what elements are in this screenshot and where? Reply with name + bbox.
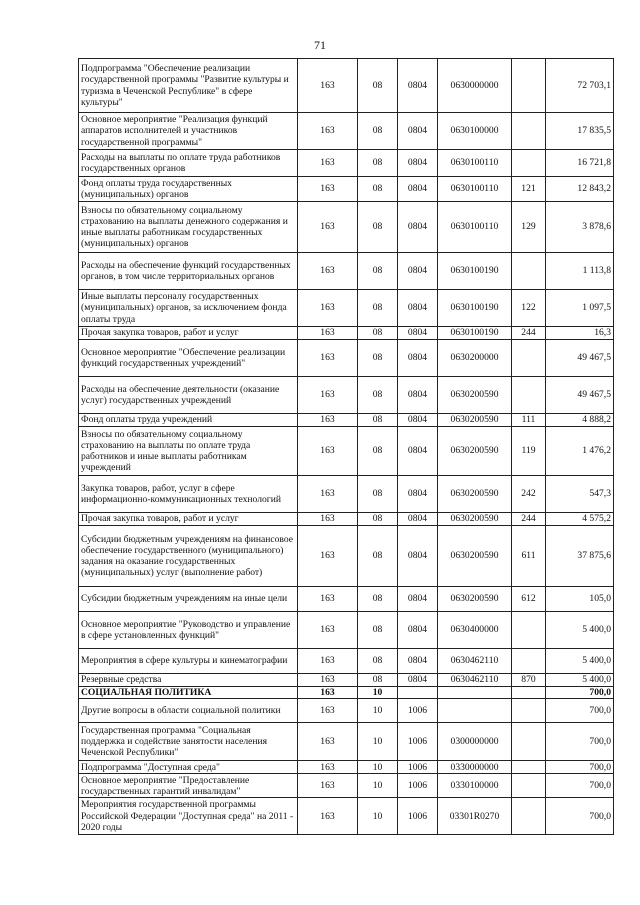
section-code-cell: 08 <box>358 150 398 177</box>
expense-type-cell: 119 <box>512 427 546 476</box>
amount-cell: 16,3 <box>546 327 614 340</box>
expense-type-cell <box>512 253 546 290</box>
expense-type-cell <box>512 774 546 798</box>
target-article-cell: 03301R0270 <box>438 798 512 835</box>
admin-code-cell: 163 <box>298 427 358 476</box>
target-article-cell: 0630100110 <box>438 150 512 177</box>
section-code-cell: 08 <box>358 612 398 649</box>
subsection-code-cell: 0804 <box>398 113 438 150</box>
expense-type-cell: 111 <box>512 414 546 427</box>
admin-code-cell: 163 <box>298 674 358 687</box>
target-article-cell: 0630200590 <box>438 427 512 476</box>
expense-type-cell: 121 <box>512 177 546 202</box>
row-name-cell: Фонд оплаты труда учреждений <box>79 414 298 427</box>
amount-cell: 5 400,0 <box>546 649 614 674</box>
subsection-code-cell: 1006 <box>398 774 438 798</box>
amount-cell: 4 888,2 <box>546 414 614 427</box>
row-name-cell: СОЦИАЛЬНАЯ ПОЛИТИКА <box>79 687 298 699</box>
row-name-cell: Субсидии бюджетным учреждениям на иные цели <box>79 587 298 612</box>
row-name-cell: Подпрограмма "Доступная среда" <box>79 761 298 774</box>
amount-cell: 700,0 <box>546 761 614 774</box>
table-row <box>79 612 614 649</box>
subsection-code-cell: 1006 <box>398 699 438 723</box>
section-code-cell: 10 <box>358 761 398 774</box>
subsection-code-cell: 1006 <box>398 798 438 835</box>
table-row <box>79 59 614 113</box>
section-code-cell: 08 <box>358 253 398 290</box>
section-code-cell: 10 <box>358 723 398 761</box>
amount-cell: 72 703,1 <box>546 59 614 113</box>
table-row <box>79 427 614 476</box>
row-name-cell: Основное мероприятие "Реализация функций аппаратов исполнителей и участников государственной программы" <box>79 113 298 150</box>
target-article-cell: 0630200590 <box>438 513 512 526</box>
target-article-cell: 0300000000 <box>438 723 512 761</box>
target-article-cell: 0630100190 <box>438 290 512 327</box>
row-name-cell: Расходы на выплаты по оплате труда работников государственных органов <box>79 150 298 177</box>
target-article-cell: 0630100190 <box>438 327 512 340</box>
section-code-cell: 08 <box>358 377 398 414</box>
section-code-cell: 08 <box>358 177 398 202</box>
subsection-code-cell: 0804 <box>398 526 438 587</box>
expense-type-cell <box>512 340 546 377</box>
subsection-code-cell: 0804 <box>398 202 438 253</box>
admin-code-cell: 163 <box>298 290 358 327</box>
amount-cell: 700,0 <box>546 798 614 835</box>
subsection-code-cell: 0804 <box>398 476 438 513</box>
admin-code-cell: 163 <box>298 612 358 649</box>
amount-cell: 547,3 <box>546 476 614 513</box>
subsection-code-cell: 0804 <box>398 327 438 340</box>
section-code-cell: 08 <box>358 674 398 687</box>
row-name-cell: Резервные средства <box>79 674 298 687</box>
amount-cell: 700,0 <box>546 687 614 699</box>
row-name-cell: Взносы по обязательному социальному страхованию на выплаты по оплате труда работников и иные выплаты работникам учреждений <box>79 427 298 476</box>
amount-cell: 5 400,0 <box>546 674 614 687</box>
expense-type-cell: 870 <box>512 674 546 687</box>
table-row <box>79 113 614 150</box>
amount-cell: 17 835,5 <box>546 113 614 150</box>
table-body <box>79 59 614 835</box>
section-code-cell: 08 <box>358 290 398 327</box>
row-name-cell: Расходы на обеспечение деятельности (оказание услуг) государственных учреждений <box>79 377 298 414</box>
row-name-cell: Основное мероприятие "Обеспечение реализации функций государственных учреждений" <box>79 340 298 377</box>
row-name-cell: Прочая закупка товаров, работ и услуг <box>79 513 298 526</box>
table-row <box>79 476 614 513</box>
expense-type-cell: 611 <box>512 526 546 587</box>
admin-code-cell: 163 <box>298 340 358 377</box>
table-row <box>79 290 614 327</box>
row-name-cell: Государственная программа "Социальная поддержка и содействие занятости населения Чеченской Республики" <box>79 723 298 761</box>
row-name-cell: Мероприятия в сфере культуры и кинематографии <box>79 649 298 674</box>
admin-code-cell: 163 <box>298 113 358 150</box>
table-row <box>79 177 614 202</box>
admin-code-cell: 163 <box>298 687 358 699</box>
subsection-code-cell: 0804 <box>398 612 438 649</box>
target-article-cell <box>438 687 512 699</box>
subsection-code-cell: 0804 <box>398 649 438 674</box>
section-code-cell: 08 <box>358 427 398 476</box>
amount-cell: 12 843,2 <box>546 177 614 202</box>
target-article-cell: 0630100110 <box>438 202 512 253</box>
amount-cell: 37 875,6 <box>546 526 614 587</box>
row-name-cell: Подпрограмма "Обеспечение реализации государственной программы "Развитие культуры и туризма в Чеченской Республике" в сфере культуры" <box>79 59 298 113</box>
section-code-cell: 08 <box>358 202 398 253</box>
amount-cell: 700,0 <box>546 774 614 798</box>
expense-type-cell <box>512 649 546 674</box>
table-row <box>79 513 614 526</box>
page-number: 71 <box>314 38 326 52</box>
subsection-code-cell: 1006 <box>398 723 438 761</box>
target-article-cell: 0630100110 <box>438 177 512 202</box>
subsection-code-cell: 0804 <box>398 587 438 612</box>
amount-cell: 700,0 <box>546 723 614 761</box>
section-code-cell: 08 <box>358 476 398 513</box>
expense-type-cell <box>512 761 546 774</box>
amount-cell: 1 097,5 <box>546 290 614 327</box>
subsection-code-cell: 0804 <box>398 340 438 377</box>
subsection-code-cell: 0804 <box>398 177 438 202</box>
table-row <box>79 687 614 699</box>
admin-code-cell: 163 <box>298 327 358 340</box>
row-name-cell: Расходы на обеспечение функций государственных органов, в том числе территориальных органов <box>79 253 298 290</box>
amount-cell: 1 113,8 <box>546 253 614 290</box>
row-name-cell: Мероприятия государственной программы Российской Федерации "Доступная среда" на 2011 - 2020 годы <box>79 798 298 835</box>
row-name-cell: Закупка товаров, работ, услуг в сфере информационно-коммуникационных технологий <box>79 476 298 513</box>
subsection-code-cell: 0804 <box>398 674 438 687</box>
expense-type-cell <box>512 59 546 113</box>
amount-cell: 700,0 <box>546 699 614 723</box>
table-row <box>79 526 614 587</box>
table-row <box>79 587 614 612</box>
target-article-cell: 0630200590 <box>438 587 512 612</box>
admin-code-cell: 163 <box>298 253 358 290</box>
admin-code-cell: 163 <box>298 202 358 253</box>
expense-type-cell: 129 <box>512 202 546 253</box>
section-code-cell: 08 <box>358 526 398 587</box>
target-article-cell: 0630200590 <box>438 377 512 414</box>
expense-type-cell <box>512 113 546 150</box>
expense-type-cell <box>512 798 546 835</box>
table-row <box>79 377 614 414</box>
expense-type-cell <box>512 687 546 699</box>
admin-code-cell: 163 <box>298 649 358 674</box>
target-article-cell: 0630462110 <box>438 674 512 687</box>
subsection-code-cell: 0804 <box>398 414 438 427</box>
table-row <box>79 774 614 798</box>
subsection-code-cell: 0804 <box>398 427 438 476</box>
table-row <box>79 699 614 723</box>
target-article-cell: 0630200590 <box>438 476 512 513</box>
admin-code-cell: 163 <box>298 798 358 835</box>
section-code-cell: 08 <box>358 340 398 377</box>
amount-cell: 3 878,6 <box>546 202 614 253</box>
admin-code-cell: 163 <box>298 699 358 723</box>
expense-type-cell: 244 <box>512 327 546 340</box>
target-article-cell: 0630100000 <box>438 113 512 150</box>
target-article-cell: 0630462110 <box>438 649 512 674</box>
expense-type-cell <box>512 699 546 723</box>
amount-cell: 16 721,8 <box>546 150 614 177</box>
subsection-code-cell: 1006 <box>398 761 438 774</box>
amount-cell: 5 400,0 <box>546 612 614 649</box>
admin-code-cell: 163 <box>298 513 358 526</box>
admin-code-cell: 163 <box>298 150 358 177</box>
table-row <box>79 649 614 674</box>
row-name-cell: Фонд оплаты труда государственных (муниципальных) органов <box>79 177 298 202</box>
table-row <box>79 674 614 687</box>
subsection-code-cell: 0804 <box>398 377 438 414</box>
target-article-cell: 0630200590 <box>438 526 512 587</box>
section-code-cell: 08 <box>358 113 398 150</box>
expense-type-cell: 242 <box>512 476 546 513</box>
table-row <box>79 327 614 340</box>
admin-code-cell: 163 <box>298 177 358 202</box>
row-name-cell: Основное мероприятие "Руководство и управление в сфере установленных функций" <box>79 612 298 649</box>
admin-code-cell: 163 <box>298 377 358 414</box>
amount-cell: 49 467,5 <box>546 377 614 414</box>
table-row <box>79 253 614 290</box>
row-name-cell: Основное мероприятие "Предоставление государственных гарантий инвалидам" <box>79 774 298 798</box>
row-name-cell: Иные выплаты персоналу государственных (муниципальных) органов, за исключением фонда оплаты труда <box>79 290 298 327</box>
section-code-cell: 08 <box>358 513 398 526</box>
section-code-cell: 10 <box>358 774 398 798</box>
target-article-cell: 0630100190 <box>438 253 512 290</box>
expense-type-cell <box>512 150 546 177</box>
target-article-cell: 0630400000 <box>438 612 512 649</box>
expense-type-cell: 244 <box>512 513 546 526</box>
admin-code-cell: 163 <box>298 587 358 612</box>
subsection-code-cell: 0804 <box>398 59 438 113</box>
admin-code-cell: 163 <box>298 761 358 774</box>
table-row <box>79 340 614 377</box>
section-code-cell: 10 <box>358 687 398 699</box>
row-name-cell: Взносы по обязательному социальному страхованию на выплаты денежного содержания и иные выплаты работникам государственных (муниципальных) органов <box>79 202 298 253</box>
row-name-cell: Другие вопросы в области социальной политики <box>79 699 298 723</box>
target-article-cell <box>438 699 512 723</box>
table-row <box>79 202 614 253</box>
target-article-cell: 0630200000 <box>438 340 512 377</box>
table-row <box>79 761 614 774</box>
target-article-cell: 0630200590 <box>438 414 512 427</box>
admin-code-cell: 163 <box>298 476 358 513</box>
admin-code-cell: 163 <box>298 414 358 427</box>
admin-code-cell: 163 <box>298 526 358 587</box>
amount-cell: 105,0 <box>546 587 614 612</box>
section-code-cell: 08 <box>358 587 398 612</box>
section-code-cell: 08 <box>358 59 398 113</box>
subsection-code-cell: 0804 <box>398 253 438 290</box>
admin-code-cell: 163 <box>298 723 358 761</box>
expense-type-cell: 612 <box>512 587 546 612</box>
table-row <box>79 798 614 835</box>
section-code-cell: 10 <box>358 798 398 835</box>
amount-cell: 49 467,5 <box>546 340 614 377</box>
section-code-cell: 08 <box>358 414 398 427</box>
subsection-code-cell <box>398 687 438 699</box>
section-code-cell: 08 <box>358 327 398 340</box>
amount-cell: 1 476,2 <box>546 427 614 476</box>
table-row <box>79 414 614 427</box>
budget-table <box>78 58 614 835</box>
table-row <box>79 150 614 177</box>
expense-type-cell: 122 <box>512 290 546 327</box>
row-name-cell: Субсидии бюджетным учреждениям на финансовое обеспечение государственного (муниципального) задания на оказание государственных (муниципальных) услуг (выполнение работ) <box>79 526 298 587</box>
admin-code-cell: 163 <box>298 774 358 798</box>
admin-code-cell: 163 <box>298 59 358 113</box>
subsection-code-cell: 0804 <box>398 150 438 177</box>
target-article-cell: 0330000000 <box>438 761 512 774</box>
target-article-cell: 0330100000 <box>438 774 512 798</box>
table-row <box>79 723 614 761</box>
subsection-code-cell: 0804 <box>398 290 438 327</box>
expense-type-cell <box>512 612 546 649</box>
target-article-cell: 0630000000 <box>438 59 512 113</box>
section-code-cell: 08 <box>358 649 398 674</box>
amount-cell: 4 575,2 <box>546 513 614 526</box>
section-code-cell: 10 <box>358 699 398 723</box>
expense-type-cell <box>512 723 546 761</box>
expense-type-cell <box>512 377 546 414</box>
subsection-code-cell: 0804 <box>398 513 438 526</box>
row-name-cell: Прочая закупка товаров, работ и услуг <box>79 327 298 340</box>
